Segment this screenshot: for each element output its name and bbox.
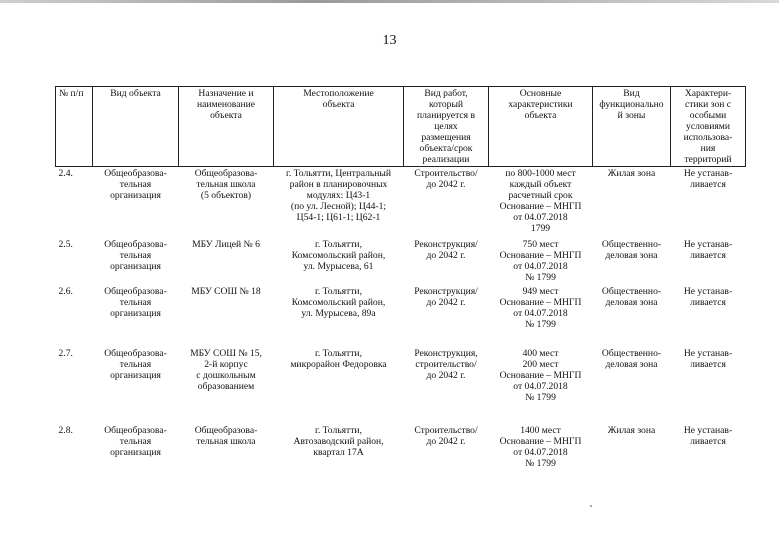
row-characteristics: по 800-1000 мест каждый объект расчетный срок Основание – МНГП от 04.07.2018 1799 xyxy=(499,168,582,234)
row-works: Реконструкция/ до 2042 г. xyxy=(414,286,478,308)
header-location: Местоположение объекта xyxy=(274,87,404,167)
row-special-zones: Не устанав- ливается xyxy=(683,239,733,261)
row-characteristics: 750 мест Основание – МНГП от 04.07.2018 № 1799 xyxy=(499,239,582,283)
header-object-type: Вид объекта xyxy=(93,87,179,167)
header-characteristics: Основные характеристики объекта xyxy=(489,87,593,167)
table-row xyxy=(56,167,746,239)
row-works: Строительство/ до 2042 г. xyxy=(414,168,478,190)
row-zone: Жилая зона xyxy=(607,425,656,436)
row-zone: Жилая зона xyxy=(607,168,656,179)
row-location: г. Тольятти, микрорайон Федоровка xyxy=(290,348,387,370)
page-number: 13 xyxy=(382,33,397,48)
header-zone: Вид функционально й зоны xyxy=(593,87,671,167)
row-num: 2.6. xyxy=(58,286,73,297)
row-num: 2.5. xyxy=(58,239,73,250)
scan-speck xyxy=(590,505,592,507)
scan-top-edge xyxy=(0,0,779,3)
row-works: Реконструкция, строительство/ до 2042 г. xyxy=(414,348,478,381)
row-characteristics: 949 мест Основание – МНГП от 04.07.2018 № 1799 xyxy=(499,286,582,330)
table-header-row xyxy=(56,87,746,167)
row-object-type: Общеобразова- тельная организация xyxy=(104,239,167,272)
row-special-zones: Не устанав- ливается xyxy=(683,168,733,190)
row-object-name: Общеобразова- тельная школа xyxy=(194,425,258,447)
header-special-zones: Характери- стики зон с особыми условиями использова- ния территорий xyxy=(671,87,746,167)
row-works: Реконструкция/ до 2042 г. xyxy=(414,239,478,261)
row-location: г. Тольятти, Комсомольский район, ул. Мурысева, 61 xyxy=(291,239,386,272)
header-works: Вид работ, который планируется в целях размещения объекта/срок реализации xyxy=(404,87,489,167)
row-location: г. Тольятти, Автозаводский район, квартал 17А xyxy=(293,425,384,458)
row-object-type: Общеобразова- тельная организация xyxy=(104,348,167,381)
row-works: Строительство/ до 2042 г. xyxy=(414,425,478,447)
header-num: № п/п xyxy=(56,87,93,167)
row-num: 2.4. xyxy=(58,168,73,179)
row-location: г. Тольятти, Центральный район в планировочных модулях: Ц43-1 (по ул. Лесной); Ц44-1; Ц54-1; Ц61-1; Ц62-1 xyxy=(286,168,391,223)
row-location: г. Тольятти, Комсомольский район, ул. Мурысева, 89а xyxy=(291,286,386,319)
row-object-name: МБУ СОШ № 18 xyxy=(191,286,261,297)
row-num: 2.7. xyxy=(58,348,73,359)
row-zone: Общественно- деловая зона xyxy=(601,348,662,370)
row-object-type: Общеобразова- тельная организация xyxy=(104,168,167,201)
objects-table xyxy=(55,86,746,486)
table-row xyxy=(56,238,746,285)
row-special-zones: Не устанав- ливается xyxy=(683,425,733,447)
table-row xyxy=(56,347,746,424)
row-object-type: Общеобразова- тельная организация xyxy=(104,425,167,458)
row-zone: Общественно- деловая зона xyxy=(601,239,662,261)
table-row xyxy=(56,285,746,347)
row-special-zones: Не устанав- ливается xyxy=(683,286,733,308)
row-characteristics: 1400 мест Основание – МНГП от 04.07.2018 № 1799 xyxy=(499,425,582,469)
table-row xyxy=(56,424,746,486)
row-num: 2.8. xyxy=(58,425,73,436)
row-zone: Общественно- деловая зона xyxy=(601,286,662,308)
row-object-name: Общеобразова- тельная школа (5 объектов) xyxy=(194,168,258,201)
row-object-name: МБУ СОШ № 15, 2-й корпус с дошкольным образованием xyxy=(190,348,262,392)
row-special-zones: Не устанав- ливается xyxy=(683,348,733,370)
row-object-name: МБУ Лицей № 6 xyxy=(192,239,260,250)
header-object-name: Назначение и наименование объекта xyxy=(179,87,274,167)
row-object-type: Общеобразова- тельная организация xyxy=(104,286,167,319)
row-characteristics: 400 мест 200 мест Основание – МНГП от 04.07.2018 № 1799 xyxy=(499,348,582,403)
